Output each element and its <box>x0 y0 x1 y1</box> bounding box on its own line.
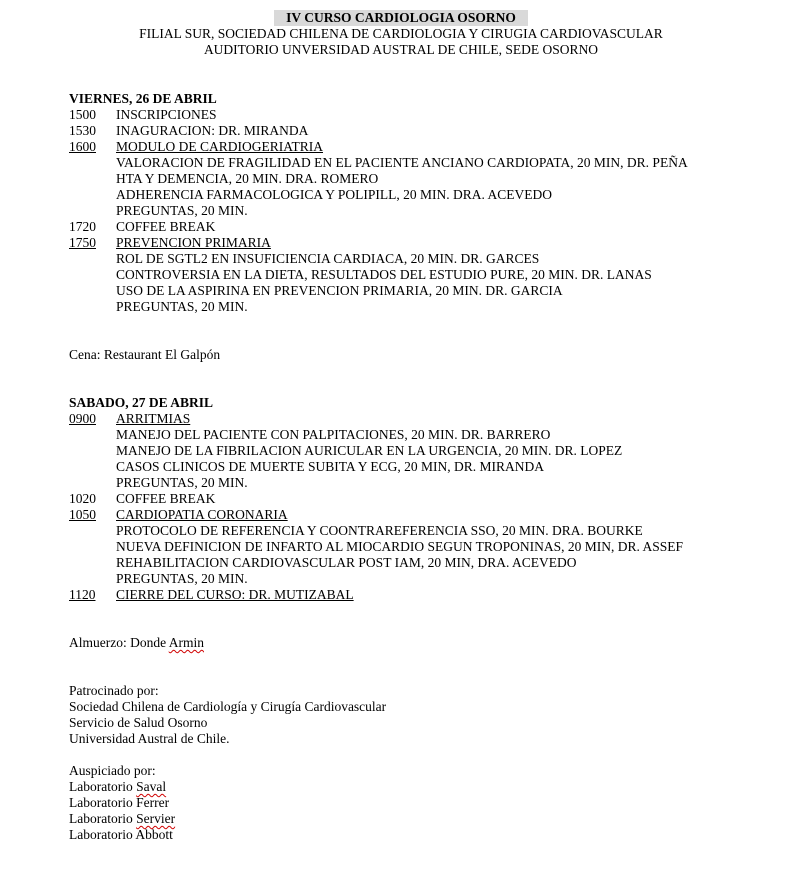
header-venue: AUDITORIO UNVERSIDAD AUSTRAL DE CHILE, SEDE OSORNO <box>203 42 599 57</box>
row-text: MANEJO DE LA FIBRILACION AURICULAR EN LA URGENCIA, 20 MIN. DR. LOPEZ <box>116 443 623 458</box>
row-text: PREGUNTAS, 20 MIN. <box>116 203 248 218</box>
saturday-schedule <box>69 411 769 603</box>
schedule-row <box>69 523 769 539</box>
supporter-name: Servier <box>136 811 176 826</box>
row-text: INAGURACION: DR. MIRANDA <box>116 123 309 138</box>
schedule-row <box>69 555 769 571</box>
row-time: 1530 <box>69 123 96 138</box>
schedule-row <box>69 267 769 283</box>
document-title: IV CURSO CARDIOLOGIA OSORNO <box>274 10 528 26</box>
row-text: REHABILITACION CARDIOVASCULAR POST IAM, 20 MIN, DRA. ACEVEDO <box>116 555 577 570</box>
supporter-item <box>69 811 769 827</box>
supporter-name: Ferrer <box>136 795 170 810</box>
supporters-heading: Auspiciado por: <box>69 763 156 778</box>
schedule-row-module <box>69 235 769 251</box>
document-page <box>69 10 769 843</box>
supporter-name: Saval <box>136 779 167 794</box>
row-text: VALORACION DE FRAGILIDAD EN EL PACIENTE ANCIANO CARDIOPATA, 20 MIN, DR. PEÑA <box>116 155 688 170</box>
schedule-row <box>69 123 769 139</box>
schedule-row-module <box>69 139 769 155</box>
row-time: 1500 <box>69 107 96 122</box>
friday-heading: VIERNES, 26 DE ABRIL <box>69 91 217 106</box>
schedule-row <box>69 571 769 587</box>
schedule-row <box>69 171 769 187</box>
row-text: ROL DE SGTL2 EN INSUFICIENCIA CARDIACA, 20 MIN. DR. GARCES <box>116 251 540 266</box>
row-text: NUEVA DEFINICION DE INFARTO AL MIOCARDIO SEGUN TROPONINAS, 20 MIN, DR. ASSEF <box>116 539 683 554</box>
sponsors-heading: Patrocinado por: <box>69 683 159 698</box>
row-text: PREGUNTAS, 20 MIN. <box>116 571 248 586</box>
schedule-row <box>69 187 769 203</box>
schedule-row <box>69 283 769 299</box>
row-text: PREGUNTAS, 20 MIN. <box>116 299 248 314</box>
supporter-item <box>69 779 769 795</box>
sponsor-item: Servicio de Salud Osorno <box>69 715 208 730</box>
supporter-prefix: Laboratorio <box>69 795 137 810</box>
row-time: 0900 <box>69 411 96 426</box>
saturday-lunch <box>69 635 769 651</box>
lunch-place: Armin <box>168 635 204 650</box>
supporter-item <box>69 827 769 843</box>
schedule-row <box>69 459 769 475</box>
row-time: 1720 <box>69 219 96 234</box>
supporter-prefix: Laboratorio <box>69 827 136 842</box>
supporter-prefix: Laboratorio <box>69 779 137 794</box>
schedule-row <box>69 155 769 171</box>
row-text: MANEJO DEL PACIENTE CON PALPITACIONES, 20 MIN. DR. BARRERO <box>116 427 551 442</box>
schedule-row <box>69 219 769 235</box>
schedule-row <box>69 299 769 315</box>
saturday-heading: SABADO, 27 DE ABRIL <box>69 395 214 410</box>
sponsor-item: Sociedad Chilena de Cardiología y Cirugía Cardiovascular <box>69 699 387 714</box>
row-text: CASOS CLINICOS DE MUERTE SUBITA Y ECG, 20 MIN, DR. MIRANDA <box>116 459 545 474</box>
row-text: USO DE LA ASPIRINA EN PREVENCION PRIMARIA, 20 MIN. DR. GARCIA <box>116 283 563 298</box>
row-text: CONTROVERSIA EN LA DIETA, RESULTADOS DEL ESTUDIO PURE, 20 MIN. DR. LANAS <box>116 267 652 282</box>
row-time: 1050 <box>69 507 96 522</box>
row-text: ADHERENCIA FARMACOLOGICA Y POLIPILL, 20 MIN. DRA. ACEVEDO <box>116 187 553 202</box>
row-time: 1750 <box>69 235 96 250</box>
schedule-row <box>69 107 769 123</box>
schedule-row <box>69 203 769 219</box>
row-text: ARRITMIAS <box>116 411 191 426</box>
row-text: PREGUNTAS, 20 MIN. <box>116 475 248 490</box>
supporter-prefix: Laboratorio <box>69 811 137 826</box>
document-header <box>69 10 733 58</box>
sponsor-item: Universidad Austral de Chile. <box>69 731 230 746</box>
header-organizer: FILIAL SUR, SOCIEDAD CHILENA DE CARDIOLOGIA Y CIRUGIA CARDIOVASCULAR <box>139 26 663 41</box>
row-text: MODULO DE CARDIOGERIATRIA <box>116 139 323 154</box>
row-text: HTA Y DEMENCIA, 20 MIN. DRA. ROMERO <box>116 171 379 186</box>
row-text: PREVENCION PRIMARIA <box>116 235 271 250</box>
friday-schedule <box>69 107 769 315</box>
schedule-row <box>69 427 769 443</box>
schedule-row-module <box>69 507 769 523</box>
schedule-row <box>69 251 769 267</box>
schedule-row <box>69 475 769 491</box>
schedule-row-closing <box>69 587 769 603</box>
row-text: PROTOCOLO DE REFERENCIA Y COONTRAREFERENCIA SSO, 20 MIN. DRA. BOURKE <box>116 523 643 538</box>
lunch-prefix: Almuerzo: Donde <box>69 635 169 650</box>
schedule-row <box>69 443 769 459</box>
row-text: CIERRE DEL CURSO: DR. MUTIZABAL <box>116 587 354 602</box>
supporter-item <box>69 795 769 811</box>
row-text: CARDIOPATIA CORONARIA <box>116 507 288 522</box>
supporter-name: Abbott <box>135 827 173 842</box>
schedule-row-module <box>69 411 769 427</box>
row-time: 1600 <box>69 139 96 154</box>
schedule-row <box>69 491 769 507</box>
row-time: 1020 <box>69 491 96 506</box>
row-time: 1120 <box>69 587 96 602</box>
row-text: INSCRIPCIONES <box>116 107 217 122</box>
schedule-row <box>69 539 769 555</box>
row-text: COFFEE BREAK <box>116 491 216 506</box>
friday-dinner: Cena: Restaurant El Galpón <box>69 347 221 362</box>
row-text: COFFEE BREAK <box>116 219 216 234</box>
